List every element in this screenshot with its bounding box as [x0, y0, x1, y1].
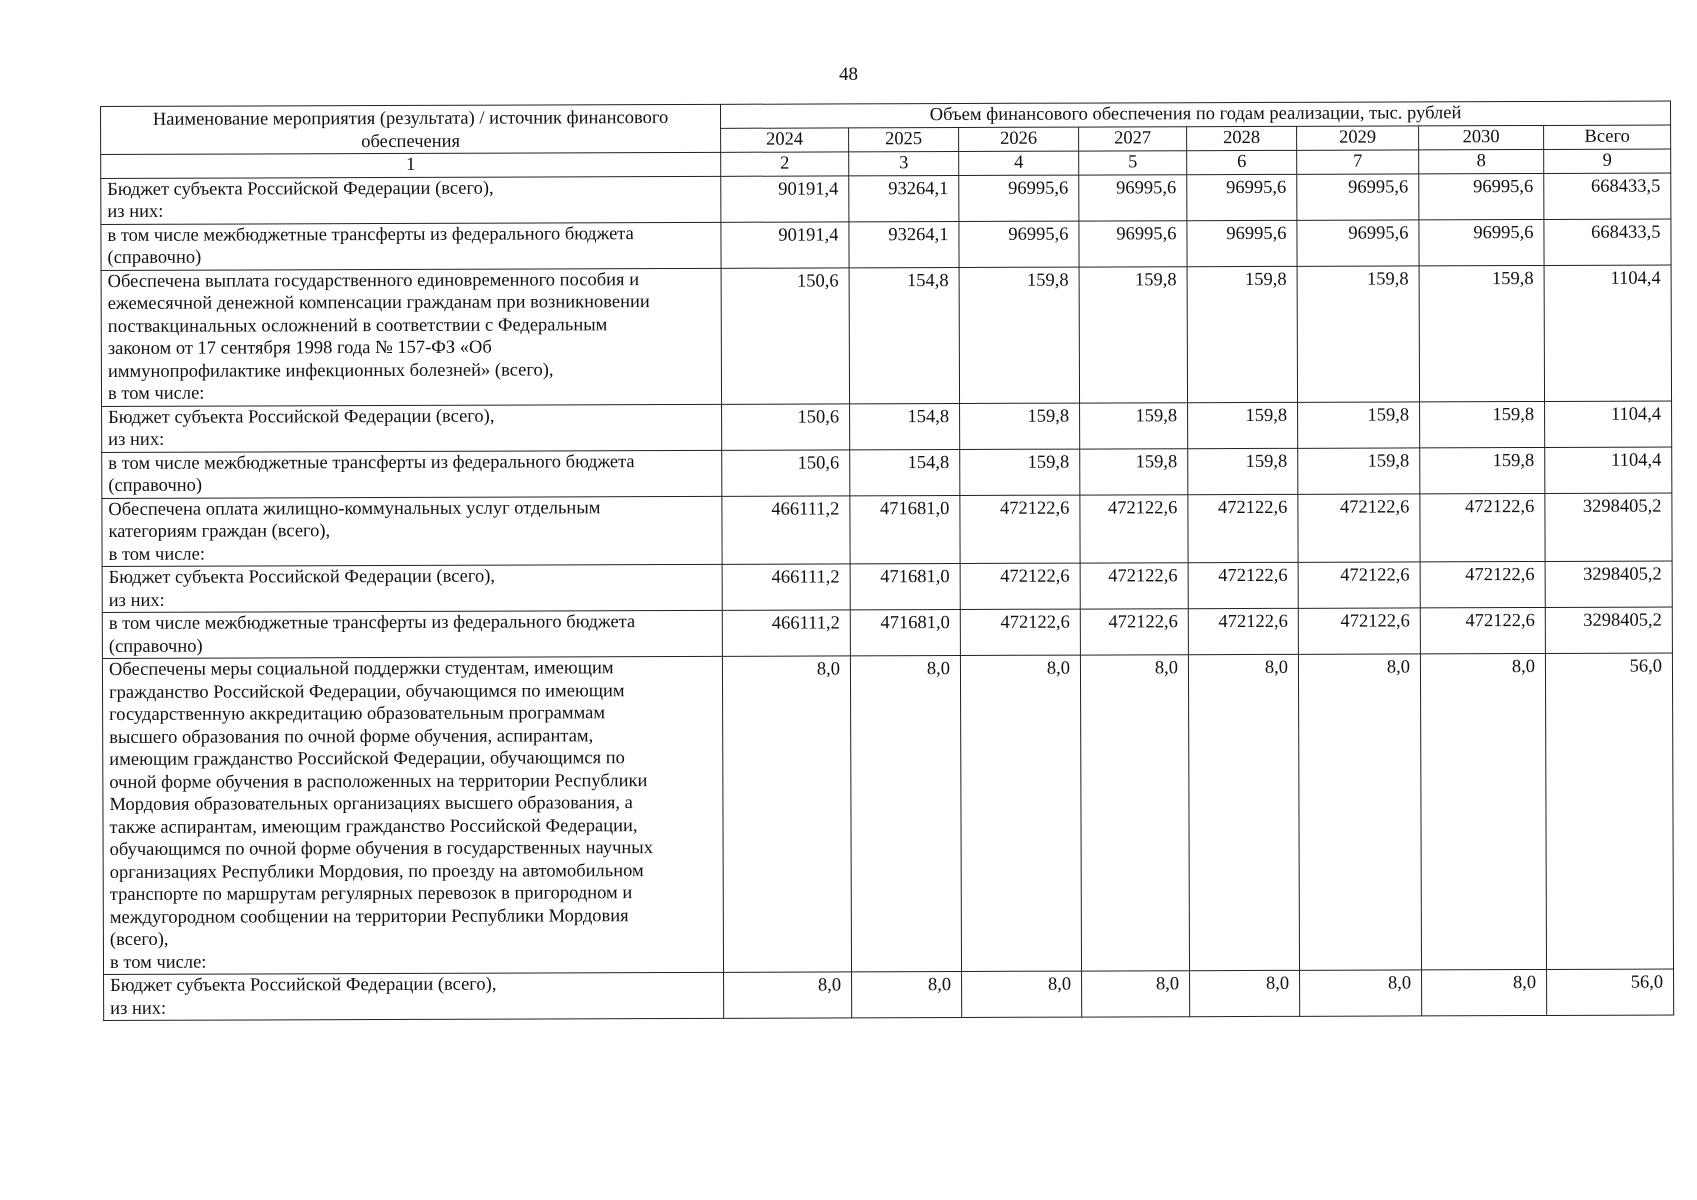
- value-cell: 8,0: [850, 655, 961, 971]
- value-cell: 8,0: [1082, 971, 1190, 1017]
- value-cell: 471681,0: [850, 564, 960, 610]
- value-cell: 472122,6: [1298, 608, 1420, 654]
- value-cell: 3298405,2: [1545, 493, 1672, 562]
- value-cell: 159,8: [1297, 265, 1419, 401]
- value-cell: 96995,6: [1419, 219, 1544, 265]
- value-cell: 8,0: [1188, 654, 1299, 970]
- column-index: 9: [1544, 149, 1671, 173]
- value-cell: 93264,1: [849, 175, 959, 221]
- value-cell: 3298405,2: [1545, 561, 1672, 607]
- value-cell: 471681,0: [850, 495, 960, 564]
- column-index: 1: [101, 152, 721, 178]
- value-cell: 159,8: [1298, 447, 1420, 493]
- value-cell: 471681,0: [850, 610, 960, 656]
- row-name-line: ежемесячной денежной компенсации гражданам при возникновении: [107, 292, 650, 314]
- table-row: [104, 969, 1674, 1020]
- row-name-line: из них:: [110, 998, 167, 1019]
- row-name-line: (справочно): [108, 636, 203, 657]
- row-name-line: в том числе:: [109, 952, 207, 973]
- table-row: [101, 173, 1671, 224]
- value-cell: 8,0: [1422, 969, 1547, 1015]
- table-row: [102, 401, 1672, 452]
- value-cell: 8,0: [1080, 655, 1189, 971]
- column-index: 7: [1297, 150, 1419, 174]
- row-name-line: Мордовия образовательных организациях высшего образования, а: [109, 793, 633, 815]
- value-cell: 96995,6: [1297, 173, 1419, 219]
- value-cell: 472122,6: [1188, 494, 1298, 563]
- row-name-cell: [102, 404, 722, 452]
- value-cell: 472122,6: [1420, 493, 1545, 562]
- financing-table: [100, 101, 1674, 1021]
- table-body: [101, 173, 1674, 1021]
- row-name-line: государственную аккредитацию образовательным программам: [109, 703, 606, 725]
- value-cell: 472122,6: [1188, 562, 1298, 608]
- header-year: 2029: [1297, 126, 1419, 150]
- header-year: 2025: [849, 128, 959, 152]
- value-cell: 668433,5: [1544, 173, 1671, 219]
- value-cell: 472122,6: [1298, 562, 1420, 608]
- row-name-line: Бюджет субъекта Российской Федерации (всего),: [108, 406, 495, 428]
- value-cell: 466111,2: [722, 564, 850, 610]
- value-cell: 1104,4: [1544, 265, 1672, 401]
- value-cell: 93264,1: [849, 221, 959, 267]
- value-cell: 159,8: [1298, 401, 1420, 447]
- table-row: [102, 447, 1672, 498]
- value-cell: 668433,5: [1544, 219, 1671, 265]
- row-name-line: высшего образования по очной форме обучения, аспирантам,: [109, 725, 594, 748]
- value-cell: 90191,4: [721, 221, 849, 267]
- table-row: [102, 561, 1672, 612]
- row-name-line: иммунопрофилактике инфекционных болезней» (всего),: [107, 359, 554, 382]
- value-cell: 159,8: [1188, 402, 1298, 448]
- value-cell: 8,0: [960, 655, 1081, 971]
- value-cell: 8,0: [962, 971, 1082, 1017]
- row-name-line: очной форме обучения в расположенных на территории Республики: [109, 770, 648, 793]
- table-row: [102, 607, 1672, 658]
- value-cell: 466111,2: [722, 495, 850, 564]
- value-cell: 8,0: [1300, 970, 1422, 1016]
- value-cell: 96995,6: [1187, 220, 1297, 266]
- header-year: 2026: [959, 127, 1079, 151]
- value-cell: 472122,6: [1080, 609, 1188, 655]
- page-number: 48: [839, 64, 858, 85]
- header-year: 2027: [1079, 127, 1187, 151]
- table-row: [102, 653, 1673, 974]
- value-cell: 150,6: [722, 449, 850, 495]
- table-header: [101, 101, 1671, 178]
- value-cell: 159,8: [1188, 448, 1298, 494]
- row-name-line: поствакцинальных осложнений в соответствии с Федеральным: [107, 314, 608, 337]
- value-cell: 8,0: [724, 972, 852, 1018]
- row-name-line: в том числе межбюджетные трансферты из федерального бюджета: [108, 612, 636, 634]
- row-name-line: в том числе межбюджетные трансферты из федерального бюджета: [108, 451, 635, 474]
- header-group-title: Объем финансового обеспечения по годам реализации, тыс. рублей: [720, 101, 1670, 128]
- header-year: 2028: [1187, 126, 1297, 150]
- row-name-line: категориям граждан (всего),: [108, 521, 331, 542]
- row-name-line: гражданство Российской Федерации, обучающимся по имеющим: [109, 680, 625, 703]
- value-cell: 472122,6: [960, 495, 1080, 564]
- value-cell: 90191,4: [721, 175, 849, 221]
- value-cell: 472122,6: [1080, 563, 1188, 609]
- value-cell: 472122,6: [1420, 561, 1545, 607]
- value-cell: 150,6: [722, 403, 850, 449]
- value-cell: 472122,6: [1298, 493, 1420, 562]
- column-index: 8: [1419, 149, 1544, 173]
- value-cell: 8,0: [722, 656, 851, 972]
- row-name-cell: [102, 610, 722, 658]
- row-name-line: Бюджет субъекта Российской Федерации (всего),: [110, 974, 497, 996]
- value-cell: 159,8: [1080, 448, 1188, 494]
- row-name-line: имеющим гражданство Российской Федерации, обучающимся по: [109, 748, 625, 770]
- row-name-cell: [102, 564, 722, 612]
- value-cell: 150,6: [721, 267, 849, 403]
- row-name-line: из них:: [108, 590, 165, 611]
- row-name-line: (всего),: [109, 929, 169, 950]
- value-cell: 154,8: [849, 267, 959, 403]
- value-cell: 1104,4: [1545, 447, 1672, 493]
- row-name-line: Обеспечены меры социальной поддержки студентам, имеющим: [108, 658, 614, 680]
- value-cell: 96995,6: [1079, 220, 1187, 266]
- value-cell: 8,0: [852, 971, 962, 1017]
- header-year: 2024: [721, 128, 849, 152]
- value-cell: 159,8: [1187, 266, 1297, 402]
- row-name-line: обучающимся по очной форме обучения в государственных научных: [109, 838, 653, 860]
- value-cell: 96995,6: [1079, 174, 1187, 220]
- value-cell: 159,8: [1080, 402, 1188, 448]
- row-name-line: Бюджет субъекта Российской Федерации (всего),: [107, 178, 494, 200]
- value-cell: 472122,6: [1420, 607, 1545, 653]
- row-name-line: (справочно): [108, 475, 203, 496]
- value-cell: 159,8: [960, 403, 1080, 449]
- column-index: 4: [959, 151, 1079, 175]
- value-cell: 8,0: [1420, 653, 1546, 969]
- value-cell: 56,0: [1547, 969, 1674, 1015]
- value-cell: 96995,6: [1297, 219, 1419, 265]
- row-name-cell: [102, 450, 722, 498]
- value-cell: 96995,6: [1187, 174, 1297, 220]
- header-year: 2030: [1419, 125, 1544, 149]
- value-cell: 8,0: [1298, 654, 1421, 970]
- value-cell: 159,8: [960, 449, 1080, 495]
- table-row: [101, 219, 1671, 270]
- value-cell: 159,8: [1419, 265, 1544, 401]
- value-cell: 154,8: [850, 403, 960, 449]
- value-cell: 159,8: [1079, 266, 1187, 402]
- value-cell: 3298405,2: [1545, 607, 1672, 653]
- value-cell: 96995,6: [959, 175, 1079, 221]
- row-name-cell: [101, 176, 721, 224]
- row-name-line: Бюджет субъекта Российской Федерации (всего),: [108, 566, 496, 588]
- header-year: Всего: [1544, 125, 1671, 149]
- row-name-cell: [101, 222, 721, 270]
- row-name-line: организациях Республики Мордовия, по проезду на автомобильном: [109, 860, 644, 883]
- column-index: 6: [1187, 150, 1297, 174]
- row-name-line: Обеспечена выплата государственного единовременного пособия и: [107, 269, 640, 292]
- row-name-line: из них:: [108, 429, 165, 450]
- column-index: 5: [1079, 151, 1187, 175]
- value-cell: 472122,6: [960, 563, 1080, 609]
- row-name-line: из них:: [107, 201, 164, 222]
- value-cell: 159,8: [959, 267, 1079, 403]
- value-cell: 466111,2: [722, 610, 850, 656]
- row-name-cell: [102, 656, 723, 974]
- row-name-cell: [102, 496, 722, 567]
- row-name-line: в том числе межбюджетные трансферты из федерального бюджета: [107, 223, 634, 246]
- row-name-line: междугородном сообщении на территории Республики Мордовия: [109, 905, 629, 928]
- row-name-line: транспорте по маршрутам регулярных перевозок в пригородном и: [109, 883, 633, 905]
- value-cell: 154,8: [850, 449, 960, 495]
- row-name-line: также аспирантам, имеющим гражданство Российской Федерации,: [109, 815, 638, 838]
- row-name-line: (справочно): [107, 247, 202, 268]
- value-cell: 472122,6: [1080, 494, 1188, 563]
- row-name-cell: [101, 268, 721, 406]
- value-cell: 8,0: [1190, 970, 1300, 1016]
- row-name-line: в том числе:: [107, 383, 205, 404]
- row-name-line: в том числе:: [108, 544, 206, 565]
- table-row: [102, 493, 1672, 567]
- value-cell: 472122,6: [1188, 608, 1298, 654]
- value-cell: 1104,4: [1545, 401, 1672, 447]
- value-cell: 159,8: [1420, 447, 1545, 493]
- financing-table-sheet: [100, 101, 1674, 1021]
- row-name-line: Обеспечена оплата жилищно-коммунальных услуг отдельным: [108, 497, 601, 520]
- value-cell: 96995,6: [1419, 173, 1544, 219]
- table-row: [101, 265, 1672, 406]
- row-name-line: законом от 17 сентября 1998 года № 157-ФЗ «Об: [107, 337, 492, 359]
- value-cell: 56,0: [1545, 653, 1673, 969]
- value-cell: 96995,6: [959, 221, 1079, 267]
- value-cell: 159,8: [1420, 401, 1545, 447]
- column-index: 3: [849, 152, 959, 176]
- column-index: 2: [721, 152, 849, 176]
- header-name-column: Наименование мероприятия (результата) / источник финансового обеспечения: [101, 104, 721, 154]
- row-name-cell: [104, 972, 724, 1020]
- value-cell: 472122,6: [960, 609, 1080, 655]
